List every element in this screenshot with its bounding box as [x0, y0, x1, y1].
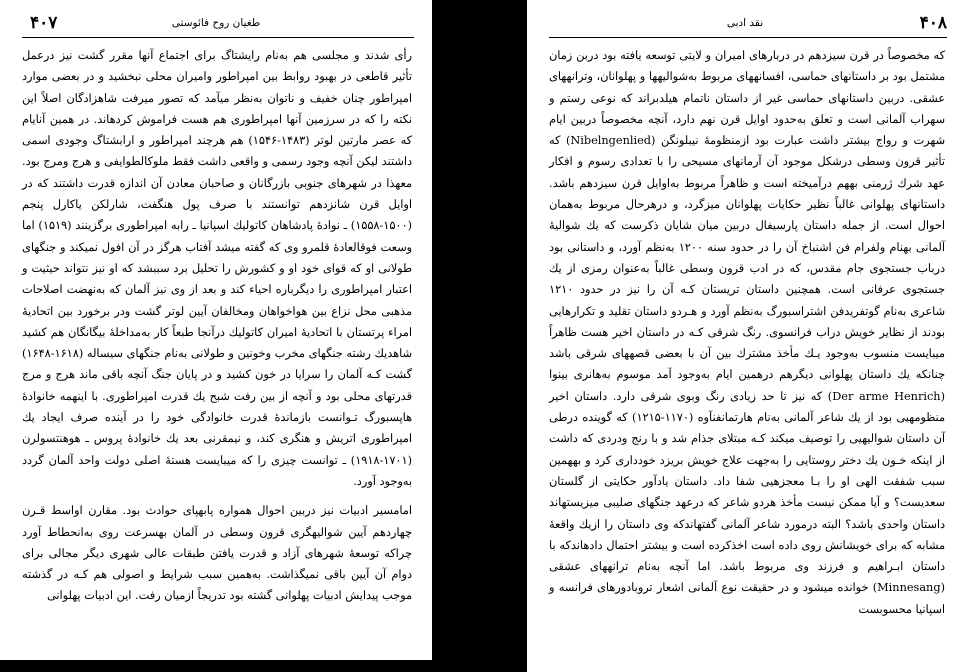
left-paragraph-2: امامسیر ادبیات نیز دربین احوال همواره پابهپای حوادث بود. مقارن اواسط قـرن چهاردهم آیین شوالیهگری قرون وسطی در آلمان بهسرعت روی بەانحطاط آورد چراکه توسعهٔ شهرهای آزاد و قدرت یافتن طبقات عالی شهری دیگر مجالی برای دوام آن آیین باقی نمیگذاشت. بەهمین سبب شرایط و اصولی هم کـه در گذشته موجب پیدایش ادبیات پهلوانی گشته بود تدریجاً ازمیان رفت. این ادبیات پهلوانی — [22, 504, 412, 603]
right-page-header — [527, 12, 963, 34]
left-page-body — [22, 45, 412, 607]
right-paragraph-1: که مخصوصاً در قرن سیزدهم در دربارهای امیران و لایتی توسعه یافته بود دربن زمان مشتمل بود بر داستانهای حماسی، افسانههای مربوط بەشوالیهها و پهلوانان، وترانههای عشقی. دربین داستانهای حماسی غیر از داستان ناتمام هیلدبراند که نوعی رستم و سهراب آلمانی است و تعلق بەحدود اوایل قرن نهم دارد، آنچه مخصوصاً دربین ایام شهرت و رواج بیشتر داشت عبارت بود ازمنظومهٔ نیبلونگن (Nibelngenlied) که تأثیر قرون وسطی درشکل موجود آن آرمانهای مسیحی را با تعدادی رسوم و افکار عهد شرك ژرمنی بههم درآمیخته است و ظاهراً مربوط بەاوایل قرن سیزدهم باشد. داستانهای پهلوانی غالباً نظیر حکایات پهلوانان میزگرد، و درهرحال مربوط بەهمان احوال است. از جمله داستان پارسیفال دربین میان شایان ذکرست که یك شوالیهٔ آلمانی بهنام ولفرام فن اشنباخ آن را در حدود سنه ۱۲۰۰ بەنظم آورد، و داستانی بود درباب جستجوی جام مقدس، که در ادب قرون وسطی غالباً بەعنوان رمزی از یك جستجوی عرفانی است. همچنین داستان تریستان کـه آن را نیز در حدود ۱۲۱۰ شاعری بەنام گوتفریدفن اشتراسبورگ بەنظم آورد و هـردو داستان تقلید و تکرارهایی بودند از نظایر خویش دراب فرانسوی. رنگ شرقی کـه در داستان اخیر هست ظاهراً میبایست منسوب بەوجود یـك مأخذ مشترك بین آن با بعضی قصههای شرقی باشد چنانکه یك داستان پهلوانی دیگرهم درهمین ایام بەوجود آمد موسوم بەهانری بینوا (Der arme Henrich) که نیز تا حد زیادی رنگ وبوی شرقی دارد. داستان اخیر منظومهیی بود از یك شاعر آلمانی بەنام هارتمانفنآوه (۱۱۷۰-۱۲۱۵) که گوینده درطی آن داستان شوالیهیی را توصیف میکند کـه مبتلای جذام شد و با رنج ودردی که داشت از اینکه خـون یك دختر روستایی را بەجهت علاج خویش بریزد خودداری کرد و بههمین سبب شفقت الهی او را بـا معجزهیی شفا داد. داستان یادآور حکایتی از گلستان سعدیست؟ و آیا ممکن نیست مأخذ هردو شاعر که درعهد جنگهای صلیبی میزیستهاند داستان واحدی باشد؟ البته درمورد شاعر آلمانی گفتهاندکه وی داستان را ازیك واقعهٔ مشابه که برای خویشانش روی داده است اخذکرده است و بیشتر احتمال دادهاندکه با داستان ابـراهیم و فرزند وی مربوط باشد. اما آنچه بەنام ترانههای عشقی (Minnesang) خوانده میشود و در حقیقت نوع آلمانی اشعار تروبادورهای فرانسه و اسپانیا محسوبست — [549, 49, 946, 616]
left-page-header — [0, 12, 432, 34]
right-page-number: ۴۰۸ — [919, 13, 947, 33]
right-header-rule — [549, 37, 947, 38]
left-page — [0, 0, 432, 660]
right-page — [527, 0, 963, 672]
page-gutter — [432, 0, 527, 672]
left-page-number: ۴۰۷ — [30, 13, 58, 33]
left-running-title: طغیان روح فائوستی — [171, 17, 261, 29]
left-header-rule — [22, 37, 414, 38]
right-page-body — [549, 45, 945, 620]
left-paragraph-1: رأی شدند و مجلسی هم بەنام رایشتاگ برای اجتماع آنها مقرر گشت نیز درعمل تأثیر قاطعی در بهبود روابط بین امپراطور وامیران محلی نبخشید و در بعضی موارد امپراطور چنان خفیف و ناتوان بەنظر میآمد که تصور میرفت شاهزادگان اصلاً این نکته را که در سرزمین آنها امپراطوری هم هست فراموش کردهاند. در همین آنایام که عصر مارتین لوتر (۱۴۸۳-۱۵۴۶) هم هرچند امپراطور و ارابشتاگ وجودی اسمی داشتند لیکن آنچه وجود رسمی و واقعی داشت فقط ملوکالطوایفی و هرج ومرج بود. معهذا در شهرهای جنوبی بازرگانان و صاحبان معادن آن اندازه قدرت داشتند که در اوایل قرن شانزدهم توانستند با صرف پول هنگفت، شارلکن یاکارل پنجم (۱۵۰۰-۱۵۵۸) ـ نوادهٔ پادشاهان کاتولیك اسپانیا ـ رابه امپراطوری برگزینند (۱۵۱۹) اما وسعت فوقالعادهٔ قلمرو وی که گفته میشد آفتاب هرگز در آن افول نمیکند و جنگهای طولانی او که قوای خود او و کشورش را تحلیل برد سببشد که او نیز نتواند حیثیت و اعتبار امپراطوری را دیگرباره احیاء کند و بعد از وی نیز آلمان که بەنهضت اصلاحات مذهبی محل نزاع بین هواخواهان ومخالفان آیین لوتر گشت ودر برخورد بین اتحادیهٔ امراء پرتستان با اتحادیهٔ امیران کاتولیك درآنجا طبعاً کار بەمداخلهٔ بیگانگان هم کشید شاهدیك رشته جنگهای مخرب وخونین و طولانی بەنام جنگهای سیساله (۱۶۱۸-۱۶۴۸) گشت کـه آلمان را سرایا در خون کشید و در پایان جنگ آنچه باقی ماند هرج و مرج قدرتهای محلی بود و آنچه از بین رفت شبح یك قدرت امپراطوری. با اینهمه خانوادهٔ هاپسبورگ تـوانست بازماندهٔ قدرت خانوادگی خود را در آینده صرف ایجاد یك امپراطوری اتریش و هنگری کند، و نیمقرنی بعد یك خانوادهٔ پروس ـ هوهنتسولرن (۱۷۰۱-۱۹۱۸) ـ توانست چیزی را که میبایست هستهٔ اصلی دولت واحد آلمان گردد بەوجود آورد. — [22, 49, 413, 488]
right-running-title: نقد ادبی — [726, 17, 764, 29]
